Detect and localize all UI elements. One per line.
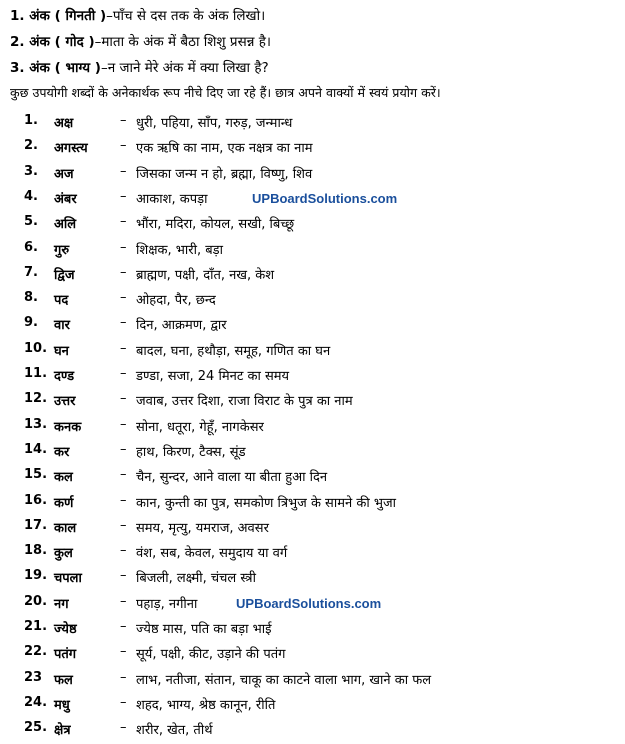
word-dash: – bbox=[120, 264, 127, 280]
word-dash: – bbox=[120, 340, 127, 356]
word-term: द्विज bbox=[54, 267, 75, 283]
watermark bbox=[252, 191, 397, 206]
watermark-up: UP bbox=[236, 596, 255, 611]
example-text: –पाँच से दस तक के अंक लिखो। bbox=[106, 8, 266, 24]
word-term: कल bbox=[54, 470, 73, 486]
word-meaning: शहद, भाग्य, श्रेष्ठ कानून, रीति bbox=[136, 697, 276, 713]
word-dash: – bbox=[120, 290, 127, 306]
word-dash: – bbox=[120, 669, 127, 685]
word-meaning: सोना, धतूरा, गेहूँ, नागकेसर bbox=[136, 419, 264, 435]
word-number: 21. bbox=[24, 619, 48, 634]
word-meaning: शिक्षक, भारी, बड़ा bbox=[136, 242, 223, 258]
word-meaning: समय, मृत्यु, यमराज, अवसर bbox=[136, 520, 269, 536]
word-term: कर bbox=[54, 444, 70, 460]
word-meaning: ओहदा, पैर, छन्द bbox=[136, 293, 216, 309]
watermark-board: Board bbox=[270, 191, 308, 206]
word-dash: – bbox=[120, 720, 127, 736]
word-number: 19. bbox=[24, 568, 48, 584]
word-meaning: ब्राह्मण, पक्षी, दाँत, नख, केश bbox=[136, 267, 275, 283]
word-dash: – bbox=[120, 694, 127, 710]
word-term: काल bbox=[54, 520, 77, 536]
word-dash: – bbox=[120, 568, 127, 584]
word-meaning: दिन, आक्रमण, द्वार bbox=[136, 318, 227, 334]
word-number: 12. bbox=[24, 391, 48, 407]
word-number: 2. bbox=[24, 138, 38, 154]
word-dash: – bbox=[120, 492, 127, 508]
instruction-line: कुछ उपयोगी शब्दों के अनेकार्थक रूप नीचे दिए जा रहे हैं। छात्र अपने वाक्यों में स्वयं प्रयोग करें। bbox=[10, 85, 441, 100]
word-term: कर्ण bbox=[54, 495, 74, 511]
word-number: 4. bbox=[24, 188, 38, 204]
example-line-1 bbox=[10, 6, 265, 24]
word-dash: – bbox=[120, 366, 127, 381]
word-dash: – bbox=[120, 138, 127, 154]
word-number: 6. bbox=[24, 239, 38, 255]
word-dash: – bbox=[120, 188, 127, 204]
word-number: 15. bbox=[24, 467, 48, 483]
word-dash: – bbox=[120, 517, 127, 533]
word-number: 5. bbox=[24, 214, 38, 230]
word-dash: – bbox=[120, 441, 127, 457]
word-meaning: हाथ, किरण, टैक्स, सूंड bbox=[136, 444, 246, 460]
watermark-domain: .com bbox=[350, 596, 382, 611]
word-number: 14. bbox=[24, 441, 48, 457]
word-meaning: भौंरा, मदिरा, कोयल, सखी, बिच्छू bbox=[136, 217, 295, 233]
word-meaning: सूर्य, पक्षी, कीट, उड़ाने की पतंग bbox=[136, 647, 286, 663]
word-dash: – bbox=[120, 239, 127, 255]
word-number: 23 bbox=[24, 669, 43, 685]
word-dash: – bbox=[120, 593, 127, 609]
word-meaning: ज्येष्ठ मास, पति का बड़ा भाई bbox=[136, 622, 272, 637]
word-dash: – bbox=[120, 644, 127, 660]
word-dash: – bbox=[120, 214, 127, 230]
example-text: –न जाने मेरे अंक में क्या लिखा है? bbox=[100, 60, 269, 76]
word-meaning: कान, कुन्ती का पुत्र, समकोण त्रिभुज के सामने की भुजा bbox=[136, 495, 396, 511]
word-number: 9. bbox=[24, 315, 38, 331]
watermark-up: UP bbox=[252, 191, 271, 206]
word-term: अज bbox=[54, 166, 74, 182]
example-line-3 bbox=[10, 58, 269, 76]
word-number: 16. bbox=[24, 492, 48, 508]
word-number: 1. bbox=[24, 113, 38, 128]
word-meaning: चैन, सुन्दर, आने वाला या बीता हुआ दिन bbox=[136, 470, 328, 486]
word-term: उत्तर bbox=[54, 394, 76, 410]
word-term: वार bbox=[54, 318, 70, 334]
word-meaning: जवाब, उत्तर दिशा, राजा विराट के पुत्र का नाम bbox=[136, 394, 353, 410]
word-meaning: लाभ, नतीजा, संतान, चाकू का काटने वाला भाग, खाने का फल bbox=[136, 672, 432, 688]
word-dash: – bbox=[120, 113, 127, 128]
word-term: दण्ड bbox=[54, 369, 75, 384]
word-number: 25. bbox=[24, 720, 48, 736]
word-number: 3. bbox=[24, 163, 38, 179]
word-term: पतंग bbox=[54, 647, 77, 663]
word-number: 18. bbox=[24, 543, 48, 559]
word-dash: – bbox=[120, 543, 127, 559]
word-meaning: बिजली, लक्ष्मी, चंचल स्त्री bbox=[136, 571, 256, 587]
word-term: ज्येष्ठ bbox=[54, 622, 77, 637]
example-head: 1. अंक ( गिनती ) bbox=[10, 8, 107, 24]
word-dash: – bbox=[120, 416, 127, 432]
word-number: 13. bbox=[24, 416, 48, 432]
watermark-solutions: Solutions bbox=[307, 191, 367, 206]
word-meaning: शरीर, खेत, तीर्थ bbox=[136, 723, 213, 739]
word-number: 7. bbox=[24, 264, 38, 280]
watermark bbox=[236, 596, 381, 611]
word-term: अलि bbox=[54, 217, 77, 233]
word-term: कुल bbox=[54, 546, 73, 562]
word-number: 10. bbox=[24, 340, 48, 356]
word-meaning: पहाड़, नगीना bbox=[136, 596, 198, 612]
word-term: चपला bbox=[54, 571, 82, 587]
word-dash: – bbox=[120, 163, 127, 179]
watermark-solutions: Solutions bbox=[291, 596, 351, 611]
word-term: गुरु bbox=[54, 242, 70, 258]
word-number: 8. bbox=[24, 290, 38, 306]
word-meaning: डण्डा, सजा, 24 मिनट का समय bbox=[136, 369, 290, 384]
word-meaning: एक ऋषि का नाम, एक नक्षत्र का नाम bbox=[136, 141, 313, 157]
word-dash: – bbox=[120, 467, 127, 483]
word-meaning: वंश, सब, केवल, समुदाय या वर्ग bbox=[136, 546, 288, 562]
word-meaning: आकाश, कपड़ा bbox=[136, 191, 208, 207]
example-line-2 bbox=[10, 32, 271, 50]
word-term: पद bbox=[54, 293, 69, 309]
watermark-board: Board bbox=[254, 596, 292, 611]
word-meaning: धुरी, पहिया, साँप, गरुड़, जन्मान्ध bbox=[136, 116, 293, 131]
word-term: मधु bbox=[54, 697, 70, 713]
word-term: अंबर bbox=[54, 191, 77, 207]
word-term: अक्ष bbox=[54, 116, 74, 131]
word-term: कनक bbox=[54, 419, 82, 435]
word-term: अगस्त्य bbox=[54, 141, 88, 157]
word-term: फल bbox=[54, 672, 73, 688]
example-text: –माता के अंक में बैठा शिशु प्रसन्न है। bbox=[94, 34, 271, 50]
word-meaning: जिसका जन्म न हो, ब्रह्मा, विष्णु, शिव bbox=[136, 166, 313, 182]
word-meaning: बादल, घना, हथौड़ा, समूह, गणित का घन bbox=[136, 343, 331, 359]
word-number: 11. bbox=[24, 366, 48, 381]
word-number: 20. bbox=[24, 593, 48, 609]
word-dash: – bbox=[120, 619, 127, 634]
word-number: 22. bbox=[24, 644, 48, 660]
watermark-domain: .com bbox=[366, 191, 398, 206]
example-head: 2. अंक ( गोद ) bbox=[10, 34, 95, 50]
example-head: 3. अंक ( भाग्य ) bbox=[10, 60, 101, 76]
word-dash: – bbox=[120, 391, 127, 407]
word-dash: – bbox=[120, 315, 127, 331]
word-term: घन bbox=[54, 343, 69, 359]
word-number: 17. bbox=[24, 517, 48, 533]
word-term: नग bbox=[54, 596, 69, 612]
word-term: क्षेत्र bbox=[54, 723, 71, 739]
word-number: 24. bbox=[24, 694, 48, 710]
